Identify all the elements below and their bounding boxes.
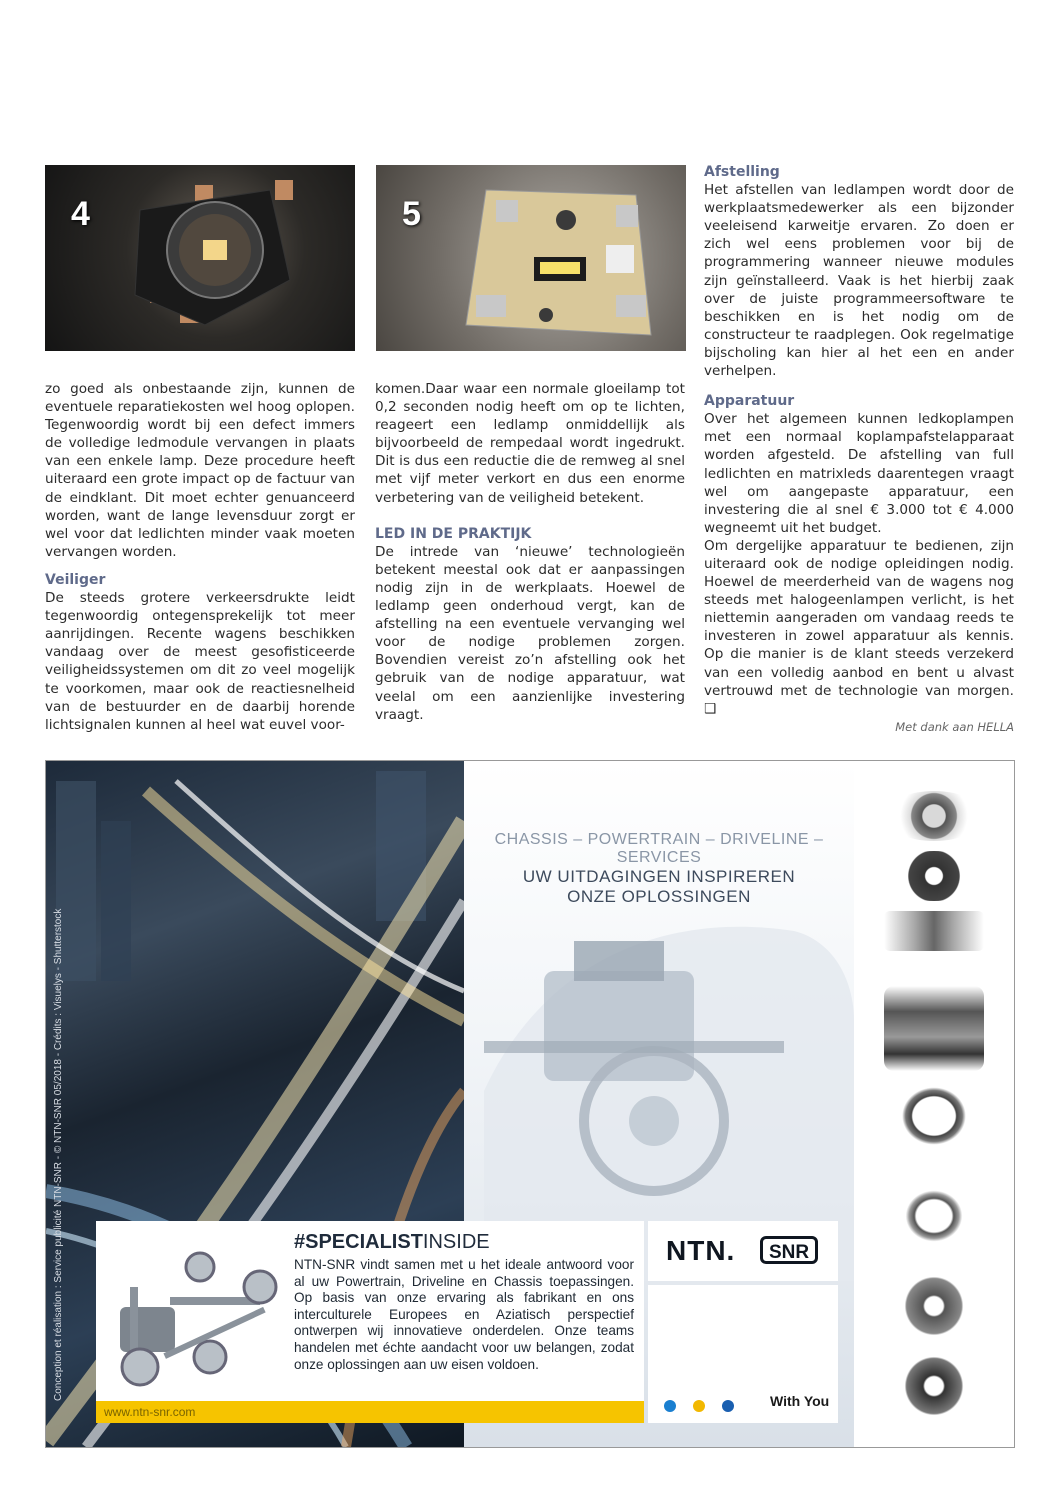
bearing-part-image [884,791,984,841]
timing-chain-part-image [884,1171,984,1261]
brand-dot-2 [693,1400,705,1412]
parts-column [854,761,1014,1447]
specialist-box [96,1221,644,1401]
specialist-title-bold: #SPECIALIST [294,1231,423,1253]
url-bar [96,1401,644,1423]
paragraph: De intrede van ‘nieuwe’ technologieën betekent meestal ook dat er aanpassingen nodig zijn in de werkplaats. Hoewel de ledlamp geen onderhoud vergt, kan de afstelling na een eventuele vervanging wel voor de nodige problemen zorgen. Bovendien vereist zo’n afstelling ook het gebruik van de nodige apparatuur, wat veelal om een aanzienlijke investering vraagt. [375,543,685,723]
article-column-2 [375,380,685,724]
specialist-text: NTN-SNR vindt samen met u het ideale antwoord voor al uw Powertrain, Driveline en Chassis toepassingen. Op basis van onze ervaring als fabrikant en ons interculturele Europees en Aziatisch perspectief ontwerpen wij innovatieve onderdelen. Onze teams handelen met échte aandacht voor uw belangen, zodat onze oplossingen aan uw eisen voldoen. [294,1257,634,1372]
ad-headline-line3: ONZE OPLOSSINGEN [567,887,751,906]
paragraph: komen.Daar waar een normale gloeilamp tot 0,2 seconden nodig heeft om op te lichten, reageert een ledlamp onmiddellijk als bijvoorbeeld de rempedaal wordt ingedrukt. Dit is dus een reductie die de remweg al snel met vijf meter verkort en dus een enorme verbetering van de veiligheid betekent. [375,381,685,506]
belt-kit-part-image [884,1071,984,1161]
paragraph: Om dergelijke apparatuur te bedienen, zijn uiteraard ook de nodige opleidingen nodig. Hoewel de meerderheid van de wagens nog steeds met halogeenlampen verlicht, is het niettemin aangeraden om vandaag reeds te investeren in zowel apparatuur als kennis. Op die manier is de klant steeds verzekerd van een volledig aanbod en bent u alvast vertrouwd met de technologie van morgen. ❑ [704,537,1014,717]
brake-disc-part-image [884,1271,984,1341]
specialist-title-light: INSIDE [422,1231,490,1253]
led-module-image [376,165,686,351]
driveshaft-part-image [884,911,984,951]
heading-led-in-de-praktijk: LED IN DE PRAKTIJK [375,525,532,542]
ad-vertical-credit: Conception et réalisation : Service publicité NTN-SNR - © NTN-SNR 05/2018 - Crédits : Visuelys - Shutterstock [53,908,64,1401]
photo-led-5 [376,165,686,351]
suspension-part-image [884,986,984,1071]
brand-dots [664,1397,746,1416]
ad-headline-line2: UW UITDAGINGEN INSPIREREN [522,867,796,886]
photo-number-4: 4 [71,195,90,233]
brand-dot-1 [664,1400,676,1412]
ad-headline [464,831,854,907]
heading-afstelling: Afstelling [704,164,780,180]
paragraph: zo goed als onbestaande zijn, kunnen de eventuele reparatiekosten wel hoog oplopen. Tegenwoordig wordt bij een defect immers de volledige ledmodule vervangen in plaats van een enkele lamp. Deze procedure heeft uiteraard een grote impact op de factuur van de eindklant. Dit moet echter genuanceerd worden, want de lange levensduur zorgt er wel voor dat ledlichten minder vaak moeten vervangen worden. [45,381,355,560]
led-chip-image [45,165,355,351]
heading-apparatuur: Apparatuur [704,393,795,410]
wheel-hub-part-image [884,851,984,901]
article-column-1 [45,380,355,734]
wheel-bearing-part-image [884,1351,984,1421]
photo-number-5: 5 [402,195,421,233]
paragraph: Over het algemeen kunnen ledkoplampen met een normaal koplampafstelapparaat worden afgesteld. De afstelling van full ledlichten en matrixleds daarentegen vraagt wel om aangepaste apparatuur, een investering die al snel € 3.000 tot € 4.000 wegneemt uit het budget. [704,411,1014,536]
ntn-logo-text: NTN. [666,1235,736,1266]
paragraph: Het afstellen van ledlampen wordt door de werkplaatsmedewerker als een bijzonder veeleisend karweitje ervaren. Zo doen er zich wel eens problemen voor bij de programmering wanneer nieuwe modules zijn geïnstalleerd. Vaak is het hierbij zaak over de juiste programmeersoftware te beschikken en is het nodig om de constructeur te raadplegen. Ook regelmatige bijscholing kan hier al het een en ander verhelpen. [704,182,1014,380]
drivetrain-image [100,1227,290,1397]
website-link[interactable]: www.ntn-snr.com [104,1405,196,1419]
credit-hella: Met dank aan HELLA [895,719,1014,734]
brand-dot-3 [722,1400,734,1412]
heading-veiliger: Veiliger [45,571,106,588]
slogan-box [648,1285,838,1423]
photo-led-4 [45,165,355,351]
snr-logo-text: SNR [760,1236,818,1264]
paragraph: De steeds grotere verkeersdrukte leidt tegenwoordig ontegensprekelijk tot meer aanrijdingen. Recente wagens beschikken vandaag over de meest gesofisticeerde veiligheidssystemen om dit zo veel mogelijk te voorkomen, maar ook de reactiesnelheid van de bestuurder en de daarbij horende lichtsignalen kunnen al heel wat euvel voor- [45,590,355,733]
article-column-3 [704,163,1014,736]
ntn-snr-advertisement [45,760,1015,1448]
specialist-title [294,1231,490,1254]
ntn-snr-logo [648,1221,838,1281]
ad-headline-line1: CHASSIS – POWERTRAIN – DRIVELINE – SERVICES [494,831,824,866]
slogan-with-you: With You [770,1393,830,1409]
